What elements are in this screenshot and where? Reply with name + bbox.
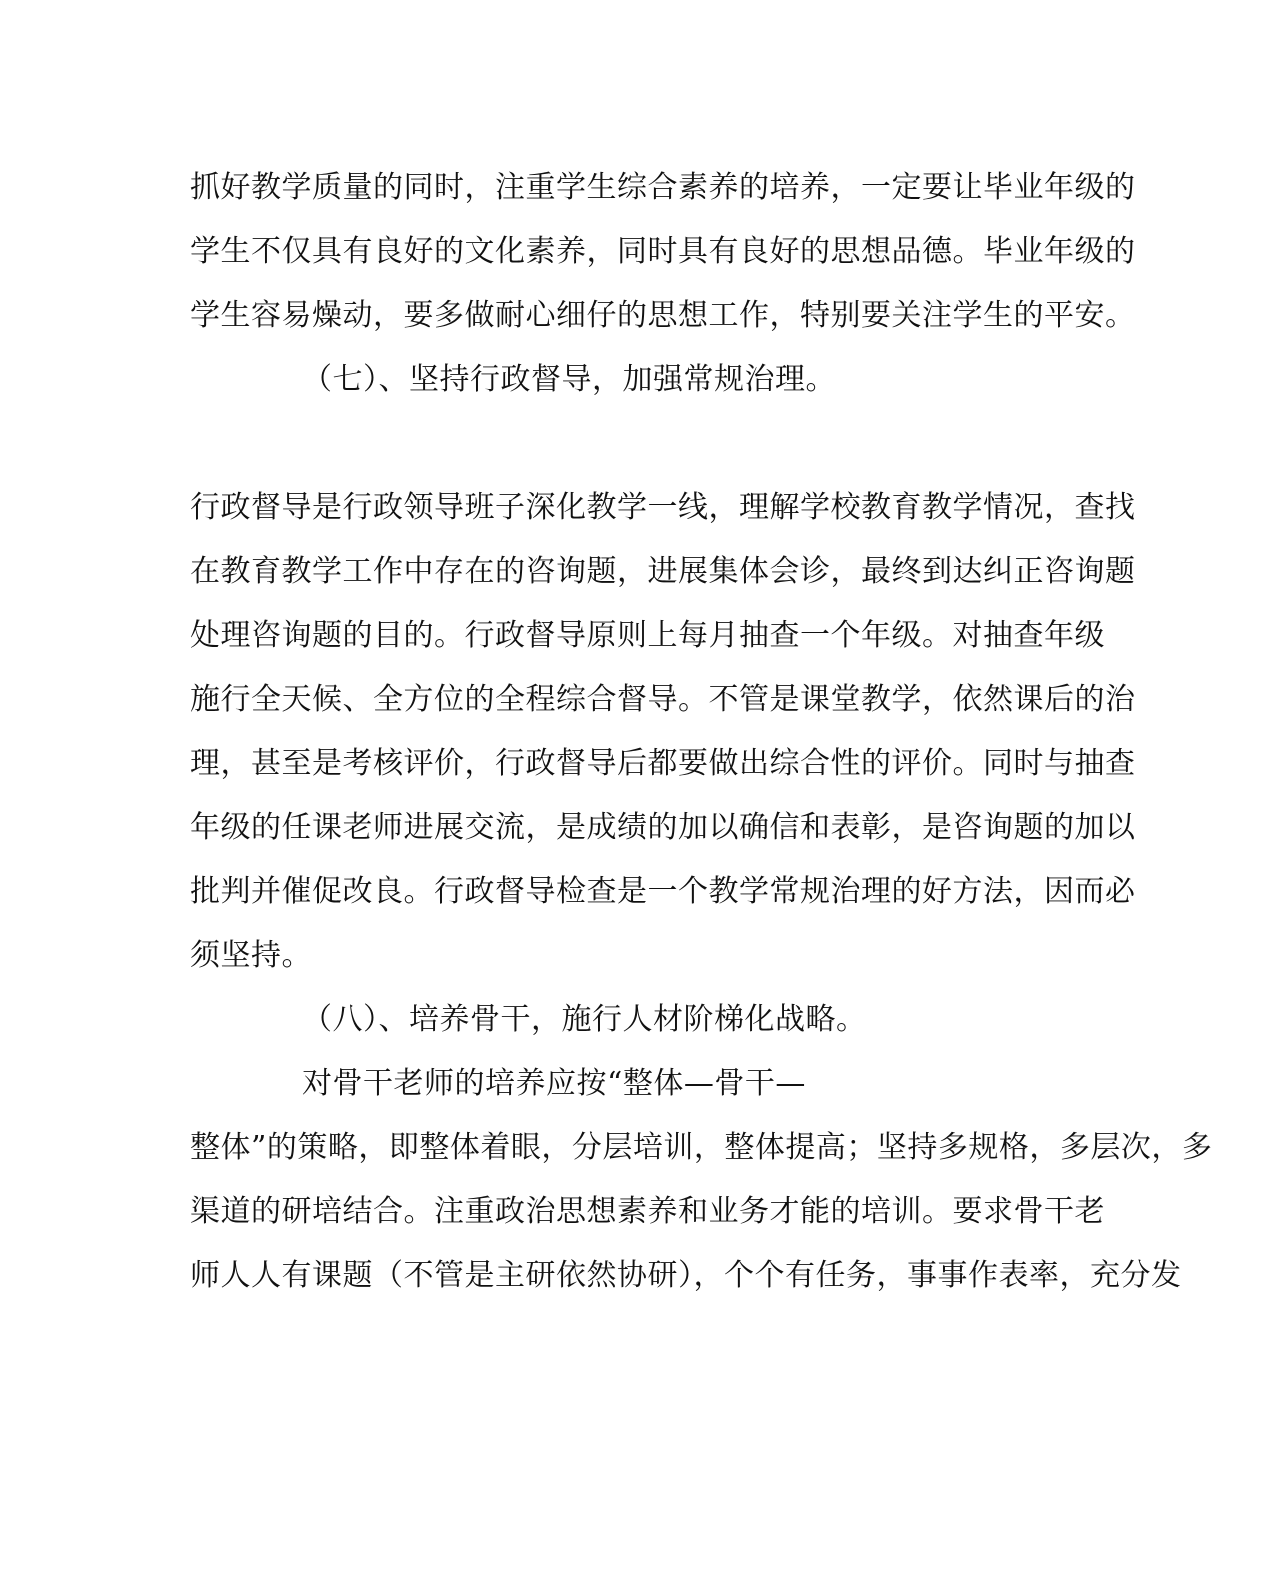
body-text-line: 抓好教学质量的同时，注重学生综合素养的培养，一定要让毕业年级的	[190, 170, 1136, 205]
body-text-line: 整体”的策略，即整体着眼，分层培训，整体提高；坚持多规格，多层次，多	[190, 1130, 1213, 1165]
body-text-line: 行政督导是行政领导班子深化教学一线，理解学校教育教学情况，查找	[190, 490, 1136, 525]
body-text-line: 理，甚至是考核评价，行政督导后都要做出综合性的评价。同时与抽查	[190, 746, 1136, 781]
body-text-line: 处理咨询题的目的。行政督导原则上每月抽查一个年级。对抽查年级	[190, 618, 1105, 653]
body-text-line: 在教育教学工作中存在的咨询题，进展集体会诊，最终到达纠正咨询题	[190, 554, 1136, 589]
body-text-line: 师人人有课题（不管是主研依然协研），个个有任务，事事作表率，充分发	[190, 1258, 1182, 1293]
body-text-line: 学生容易燥动，要多做耐心细仔的思想工作，特别要关注学生的平安。	[190, 298, 1136, 333]
body-text-line: 批判并催促改良。行政督导检查是一个教学常规治理的好方法，因而必	[190, 874, 1136, 909]
body-text-line: 须坚持。	[190, 938, 312, 973]
body-text-line: 对骨干老师的培养应按“整体—骨干—	[302, 1066, 806, 1101]
body-text-line: 年级的任课老师进展交流，是成绩的加以确信和表彰，是咨询题的加以	[190, 810, 1136, 845]
body-text-line: 施行全天候、全方位的全程综合督导。不管是课堂教学，依然课后的治	[190, 682, 1136, 717]
body-text-line: 渠道的研培结合。注重政治思想素养和业务才能的培训。要求骨干老	[190, 1194, 1105, 1229]
body-text-line: 学生不仅具有良好的文化素养，同时具有良好的思想品德。毕业年级的	[190, 234, 1136, 269]
section-heading-7: （七）、坚持行政督导，加强常规治理。	[302, 362, 836, 397]
section-heading-8: （八）、培养骨干，施行人材阶梯化战略。	[302, 1002, 867, 1037]
